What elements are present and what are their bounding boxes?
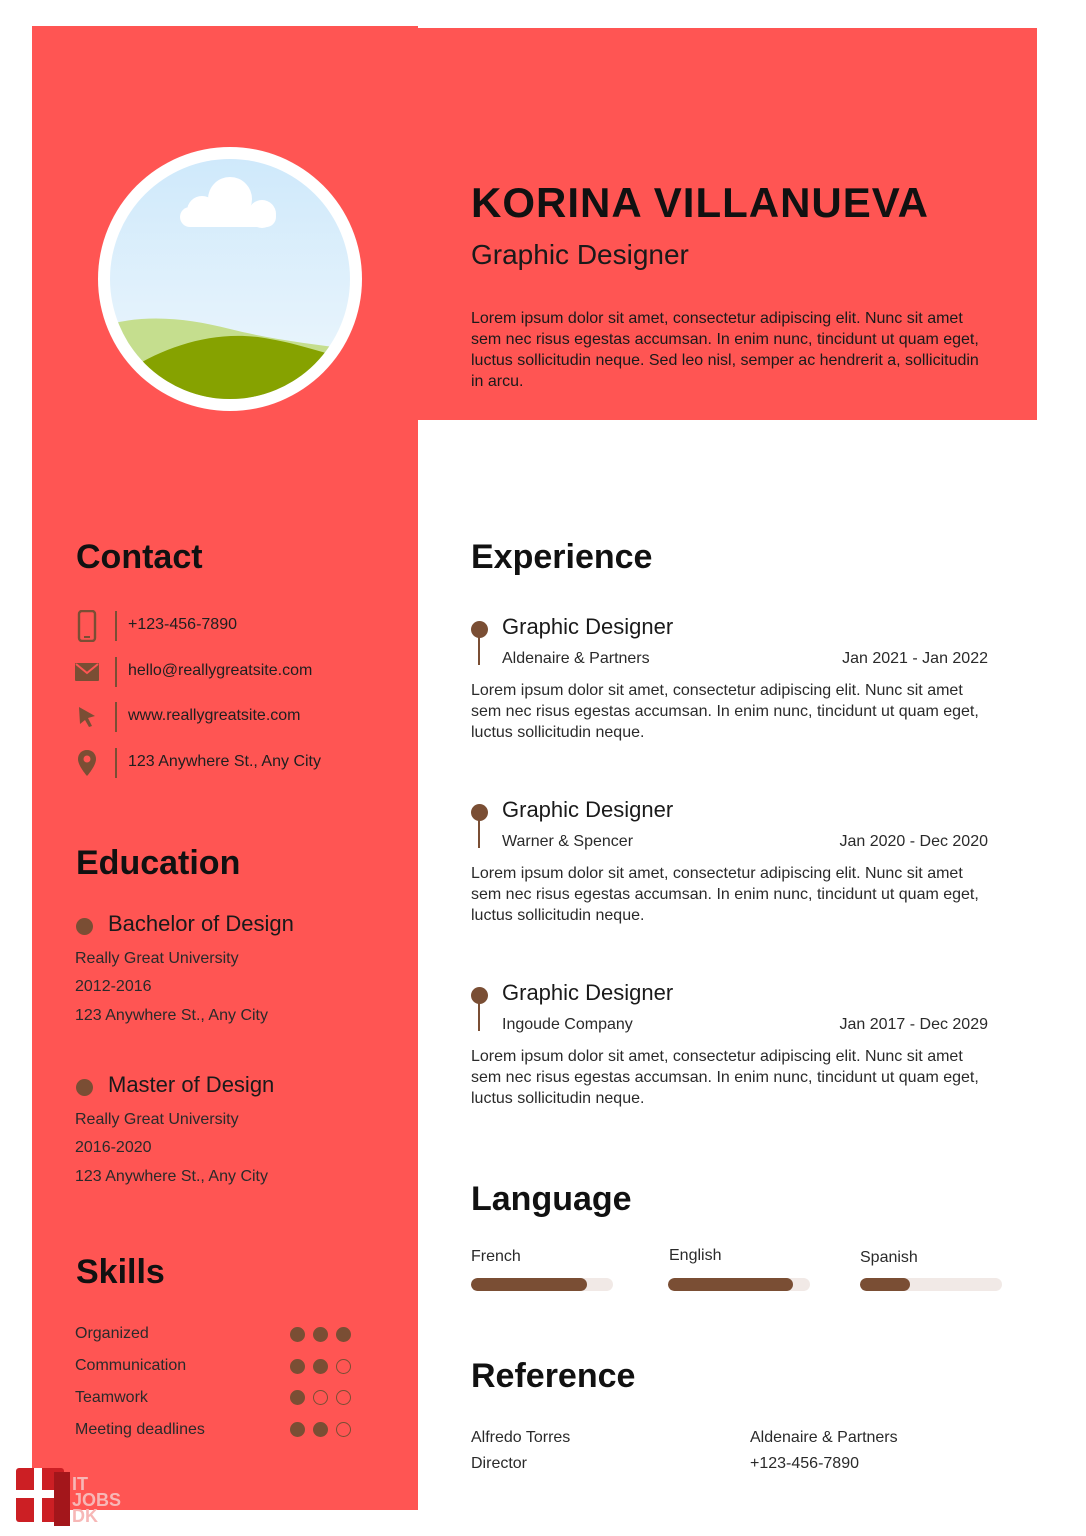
profile-photo (110, 159, 350, 399)
website-text[interactable]: www.reallygreatsite.com (128, 707, 301, 724)
svg-text:JOBS: JOBS (72, 1490, 122, 1510)
landscape-image-icon (110, 159, 350, 399)
skill-dot-filled (290, 1390, 305, 1405)
phone-icon (74, 609, 100, 643)
svg-text:DK: DK (72, 1506, 98, 1526)
reference-name: Alfredo Torres (471, 1429, 571, 1446)
candidate-name: KORINA VILLANUEVA (471, 179, 929, 226)
contact-divider (115, 611, 117, 641)
job-description: Lorem ipsum dolor sit amet, consectetur adipiscing elit. Nunc sit amet sem nec risus egestas accumsan. In enim nunc, tincidunt ut quam eget, luctus sollicitudin neque. (471, 682, 979, 741)
skill-dot-filled (290, 1422, 305, 1437)
candidate-role: Graphic Designer (471, 239, 689, 270)
education-years: 2016-2020 (75, 1139, 152, 1156)
skill-dot-empty (336, 1422, 351, 1437)
skill-rating (290, 1390, 360, 1408)
education-address: 123 Anywhere St., Any City (75, 1168, 268, 1185)
skill-dot-empty (336, 1390, 351, 1405)
job-description: Lorem ipsum dolor sit amet, consectetur adipiscing elit. Nunc sit amet sem nec risus egestas accumsan. In enim nunc, tincidunt ut quam eget, luctus sollicitudin neque. (471, 865, 979, 924)
job-title: Graphic Designer (502, 980, 674, 1005)
reference-position: Director (471, 1455, 528, 1472)
education-school: Really Great University (75, 950, 239, 967)
timeline-stem (478, 1001, 480, 1031)
skill-dot-empty (336, 1359, 351, 1374)
education-heading: Education (76, 844, 241, 882)
job-company: Warner & Spencer (502, 833, 634, 850)
skill-label: Organized (75, 1325, 149, 1342)
skill-rating (290, 1359, 360, 1377)
education-degree: Bachelor of Design (108, 911, 294, 936)
language-level-fill (860, 1278, 910, 1291)
language-level-fill (668, 1278, 793, 1291)
language-level-bar (860, 1278, 1002, 1291)
reference-heading: Reference (471, 1357, 636, 1395)
timeline-stem (478, 635, 480, 665)
education-degree: Master of Design (108, 1072, 275, 1097)
phone-text[interactable]: +123-456-7890 (128, 616, 237, 633)
language-label: Spanish (860, 1249, 918, 1266)
job-company: Ingoude Company (502, 1016, 633, 1033)
contact-row-address (74, 746, 394, 780)
education-school: Really Great University (75, 1111, 239, 1128)
job-dates: Jan 2021 - Jan 2022 (842, 650, 988, 667)
location-pin-icon (74, 746, 100, 780)
language-level-fill (471, 1278, 587, 1291)
skill-dot-filled (336, 1327, 351, 1342)
itjobs-watermark-logo (14, 1464, 134, 1528)
job-title: Graphic Designer (502, 614, 674, 639)
bullet-icon (76, 918, 93, 935)
skill-dot-filled (313, 1327, 328, 1342)
experience-heading: Experience (471, 538, 653, 576)
svg-text:IT: IT (72, 1474, 88, 1494)
skill-label: Teamwork (75, 1389, 148, 1406)
cursor-icon (74, 700, 100, 734)
skills-heading: Skills (76, 1253, 165, 1291)
language-level-bar (668, 1278, 810, 1291)
contact-divider (115, 702, 117, 732)
bullet-icon (76, 1079, 93, 1096)
job-dates: Jan 2020 - Dec 2020 (839, 833, 988, 850)
skill-label: Communication (75, 1357, 187, 1374)
profile-summary: Lorem ipsum dolor sit amet, consectetur adipiscing elit. Nunc sit amet sem nec risus egestas accumsan. In enim nunc, tincidunt ut quam eget, luctus sollicitudin neque. Sed leo nisl, semper ac hendrerit a, sollicitudin in arcu. (471, 310, 979, 390)
contact-row-website (74, 700, 394, 734)
contact-row-phone (74, 609, 394, 643)
skill-dot-empty (313, 1390, 328, 1405)
contact-divider (115, 748, 117, 778)
reference-company: Aldenaire & Partners (750, 1429, 898, 1446)
education-address: 123 Anywhere St., Any City (75, 1007, 268, 1024)
address-text: 123 Anywhere St., Any City (128, 753, 321, 770)
job-description: Lorem ipsum dolor sit amet, consectetur adipiscing elit. Nunc sit amet sem nec risus egestas accumsan. In enim nunc, tincidunt ut quam eget, luctus sollicitudin neque. (471, 1048, 979, 1107)
education-years: 2012-2016 (75, 978, 152, 995)
job-title: Graphic Designer (502, 797, 674, 822)
language-label: English (669, 1247, 722, 1264)
email-text[interactable]: hello@reallygreatsite.com (128, 662, 313, 679)
skill-label: Meeting deadlines (75, 1421, 205, 1438)
mail-icon (74, 655, 100, 689)
job-company: Aldenaire & Partners (502, 650, 650, 667)
skill-dot-filled (290, 1327, 305, 1342)
language-label: French (471, 1248, 521, 1265)
skill-rating (290, 1422, 360, 1440)
contact-divider (115, 657, 117, 687)
language-level-bar (471, 1278, 613, 1291)
contact-heading: Contact (76, 538, 203, 576)
skill-rating (290, 1327, 360, 1345)
skill-dot-filled (290, 1359, 305, 1374)
job-dates: Jan 2017 - Dec 2029 (839, 1016, 988, 1033)
contact-row-email (74, 655, 394, 689)
timeline-stem (478, 818, 480, 848)
skill-dot-filled (313, 1422, 328, 1437)
reference-phone: +123-456-7890 (750, 1455, 859, 1472)
skill-dot-filled (313, 1359, 328, 1374)
language-heading: Language (471, 1180, 632, 1218)
